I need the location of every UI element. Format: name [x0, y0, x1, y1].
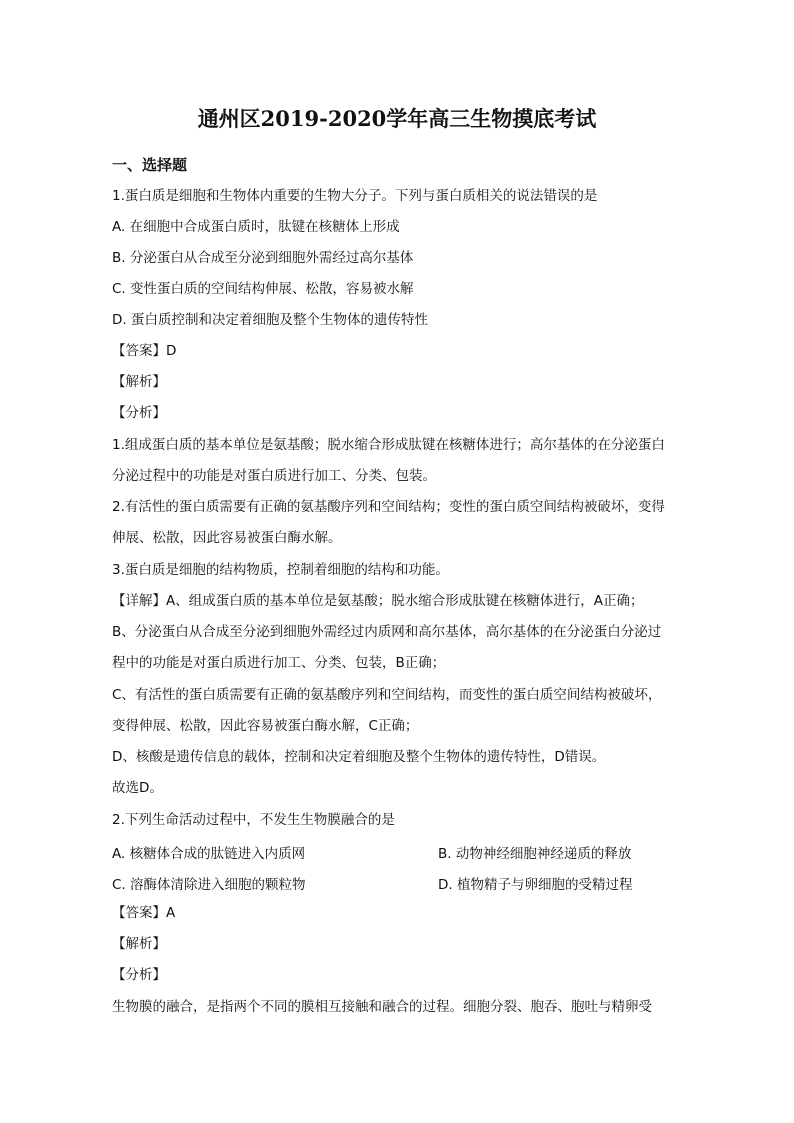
q1-detail-line: C、有活性的蛋白质需要有正确的氨基酸序列和空间结构，而变性的蛋白质空间结构被破坏， — [112, 687, 662, 703]
q1-option-b: B. 分泌蛋白从合成至分泌到细胞外需经过高尔基体 — [112, 250, 414, 266]
q2-analysis-line: 生物膜的融合，是指两个不同的膜相互接触和融合的过程。细胞分裂、胞吞、胞吐与精卵受 — [112, 999, 652, 1015]
q1-stem: 1.蛋白质是细胞和生物体内重要的生物大分子。下列与蛋白质相关的说法错误的是 — [112, 188, 598, 204]
q1-option-c: C. 变性蛋白质的空间结构伸展、松散，容易被水解 — [112, 281, 414, 297]
q1-analysis-line: 伸展、松散，因此容易被蛋白酶水解。 — [112, 530, 342, 546]
q1-analysis-line: 分泌过程中的功能是对蛋白质进行加工、分类、包装。 — [112, 468, 436, 484]
q1-fenxi-label: 【分析】 — [112, 405, 166, 421]
q1-detail-line: 程中的功能是对蛋白质进行加工、分类、包装，B正确； — [112, 655, 446, 671]
q1-detail-line: 变得伸展、松散，因此容易被蛋白酶水解，C正确； — [112, 718, 419, 734]
page-title: 通州区2019-2020学年高三生物摸底考试 — [197, 106, 597, 131]
q1-detail-line: D、核酸是遗传信息的载体，控制和决定着细胞及整个生物体的遗传特性，D错误。 — [112, 749, 606, 765]
q2-option-d: D. 植物精子与卵细胞的受精过程 — [438, 877, 633, 893]
q1-analysis-label: 【解析】 — [112, 374, 166, 390]
q1-detail-line: B、分泌蛋白从合成至分泌到细胞外需经过内质网和高尔基体，高尔基体的在分泌蛋白分泌过 — [112, 624, 662, 640]
q2-stem: 2.下列生命活动过程中，不发生生物膜融合的是 — [112, 812, 395, 828]
q1-analysis-line: 3.蛋白质是细胞的结构物质，控制着细胞的结构和功能。 — [112, 562, 449, 578]
q1-answer: 【答案】D — [112, 343, 177, 359]
q2-fenxi-label: 【分析】 — [112, 967, 166, 983]
q2-option-c: C. 溶酶体清除进入细胞的颗粒物 — [112, 877, 306, 893]
q2-option-a: A. 核糖体合成的肽链进入内质网 — [112, 846, 306, 862]
q1-conclusion: 故选D。 — [112, 780, 163, 796]
q1-analysis-line: 1.组成蛋白质的基本单位是氨基酸；脱水缩合形成肽键在核糖体进行；高尔基体的在分泌蛋白 — [112, 437, 665, 453]
q2-analysis-label: 【解析】 — [112, 936, 166, 952]
q1-option-d: D. 蛋白质控制和决定着细胞及整个生物体的遗传特性 — [112, 312, 428, 328]
q2-option-b: B. 动物神经细胞神经递质的释放 — [438, 846, 632, 862]
q2-answer: 【答案】A — [112, 905, 176, 921]
q1-analysis-line: 2.有活性的蛋白质需要有正确的氨基酸序列和空间结构；变性的蛋白质空间结构被破坏，变得 — [112, 499, 665, 515]
q1-option-a: A. 在细胞中合成蛋白质时，肽键在核糖体上形成 — [112, 219, 400, 235]
q1-detail-line: 【详解】A、组成蛋白质的基本单位是氨基酸；脱水缩合形成肽键在核糖体进行，A正确； — [112, 593, 644, 609]
section-heading: 一、选择题 — [112, 156, 188, 174]
